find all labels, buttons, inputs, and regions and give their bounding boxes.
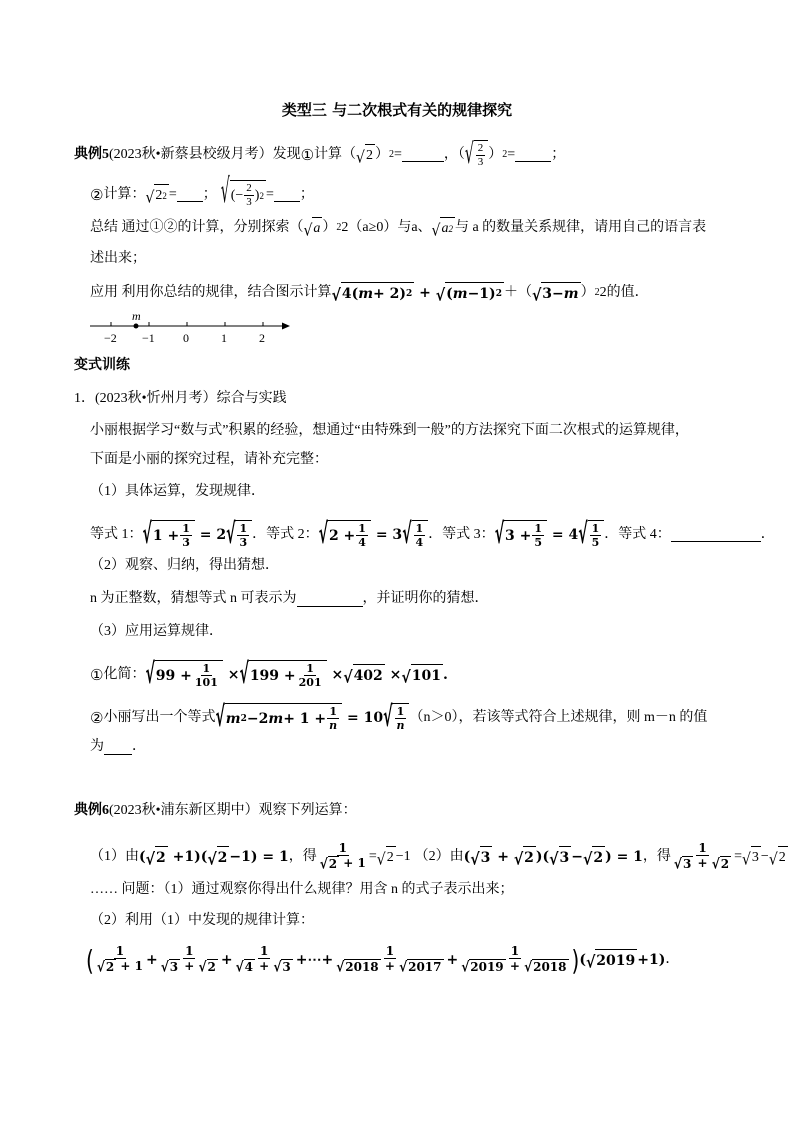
xiaoli-text: 为	[90, 739, 104, 754]
sqrt-2-3: √ $\frac{2}{3}$	[465, 140, 488, 169]
ex5-text: =	[265, 186, 274, 202]
xiaoli-text: （n＞0），若该等式符合上述规律，则 m－n 的值	[409, 709, 708, 725]
sqrt-1-n: √ $\frac{1}{n}$	[383, 703, 409, 732]
ex6-question: …… 问题：（1）通过观察你得出什么规律？用含 n 的式子表示出来；	[90, 882, 514, 897]
q1-title: 1．(2023秋•忻州月考）综合与实践	[74, 391, 287, 406]
ex5-text: ）	[580, 285, 595, 300]
ex5-text: 2（a≥0）与a、	[341, 220, 432, 235]
ex6-heading: 典例6	[74, 803, 109, 818]
answer-blank[interactable]	[671, 527, 761, 542]
sqrt-99: √ 99 + $\frac{1}{101}$	[145, 660, 222, 689]
ex6-step2: （2）利用（1）中发现的规律计算：	[90, 913, 314, 928]
simplify-line: ① 化简： √ 99 + $\frac{1}{101}$ × √ 199 + $\frac{1}{201}$ × √ 402 × √ 101 .	[90, 659, 448, 691]
sqrt-expr-3: √ 3− m	[532, 282, 581, 304]
sqrt-expr-2: √ ( m −1) 2	[436, 282, 504, 304]
point-m	[134, 324, 139, 329]
ex5-text: ；	[299, 186, 314, 202]
ex5-text: ；	[551, 146, 566, 162]
eq2-lhs: √ 2 + $\frac{1}{4}$	[319, 520, 371, 549]
guess-text: n 为正整数，猜想等式 n 可表示为	[90, 591, 297, 606]
ex5-text: ）	[374, 146, 389, 162]
punct: ．	[665, 951, 680, 967]
ex5-text: 发现	[272, 146, 301, 162]
point-label: m	[132, 309, 141, 323]
ex6-text: （2）由	[414, 848, 464, 864]
tick-label: −1	[142, 331, 155, 345]
eq-label: ．等式 4：	[604, 526, 671, 542]
arrow-icon	[282, 323, 290, 330]
ex5-text: ）	[322, 220, 337, 235]
xiaoli-line: ② 小丽写出一个等式 √ m 2 −2 m + 1 + $\frac{1}{n}$ = 10 √ $\frac{1}{n}$ （n＞0），若该等式符合上述规律，则 m－n 的值	[90, 702, 708, 734]
title-text: 类型三 与二次根式有关的规律探究	[281, 101, 513, 119]
ex6-sum: ( 1 √ 2 + 1 + 1 √ 3 + √ 2 + 1 √ 4 + √ 3 +⋯+ 1 √ 2018 + √ 2017 + 1 √ 2019 + √ 2018 ) ( √ 2019 +1) ．	[86, 942, 680, 977]
ex5-line2	[90, 173, 314, 212]
q1-step2: （2）观察、归纳，得出猜想．	[90, 558, 279, 573]
sqrt-199: √ 199 + $\frac{1}{201}$	[239, 660, 326, 689]
guess-line	[90, 589, 489, 609]
ex5-line5: 应用 利用你总结的规律，结合图示计算 √ 4( m + 2) 2 + √ ( m −1) 2 ＋（ √ 3− m ） 2 2的值．	[90, 282, 649, 304]
circle-1-icon: ①	[90, 665, 104, 684]
q1-text: 下面是小丽的探究过程，请补充完整：	[90, 452, 328, 467]
sqrt-neg-2-3-squared: √ (− $\frac{2}{3}$ ) 2	[220, 173, 264, 212]
ex5-line1: 典例5 (2023秋•新蔡县校级月考） 发现 ① 计算（ √ 2 ） 2 = ，（ √ $\frac{2}{3}$ ） 2 = ；	[74, 139, 566, 171]
answer-blank[interactable]	[274, 187, 300, 202]
punct: ．	[760, 526, 775, 542]
page-title	[0, 100, 794, 120]
answer-blank[interactable]	[402, 147, 444, 162]
section-heading: 变式训练	[74, 358, 130, 373]
ex5-text: =	[168, 186, 177, 202]
answer-blank[interactable]	[515, 147, 551, 162]
tick-label: 1	[221, 331, 227, 345]
eq3-lhs: √ 3 + $\frac{1}{5}$	[495, 520, 547, 549]
ex5-text: 计算（	[314, 146, 357, 162]
eq-label: 等式 1：	[90, 526, 143, 542]
ex6-line1	[74, 801, 357, 821]
eq-label: ．等式 2：	[252, 526, 319, 542]
equations-line: 等式 1： √ 1 + $\frac{1}{3}$ = 2 √ $\frac{1}{3}$ ．等式 2： √ 2 + $\frac{1}{4}$ = 3 √ $\frac{1}{4}$ ．等式 3： √ 3 + $\frac{1}{5}$ = 4 √ $\frac{1}{5}$ ．等式 4： ．	[90, 519, 775, 551]
answer-blank[interactable]	[297, 592, 363, 607]
answer-blank[interactable]	[104, 740, 132, 755]
sqrt-2: √ 2	[356, 144, 375, 166]
ex6-text: ，得	[642, 848, 671, 864]
ex5-line4: 述出来；	[90, 251, 146, 266]
ex5-text: 计算：	[103, 186, 146, 202]
guess-text: ，并证明你的猜想．	[362, 591, 489, 606]
eq2-rhs: √ $\frac{1}{4}$	[402, 520, 428, 549]
circle-2-icon: ②	[90, 708, 104, 727]
ex5-text: ）	[488, 146, 503, 162]
circle-2-icon: ②	[90, 185, 104, 204]
number-line	[88, 308, 298, 348]
ex6-text: ，得	[288, 848, 317, 864]
ex5-text: ；	[202, 186, 217, 202]
sqrt-402: √ 402	[343, 664, 385, 686]
tick-label: −2	[104, 331, 117, 345]
ex5-text: ，（	[443, 146, 465, 162]
ex6-source: (2023秋•浦东新区期中）观察下列运算：	[109, 803, 357, 818]
ex6-line2: （1）由 ( √ 2 +1)( √ 2 −1) = 1 ，得 1 √ 2 + 1 = √ 2 −1 （2）由 ( √ 3 + √ 2 )( √ 3 − √ 2 ) = 1 ，得 1 √ 3 + √ 2 = √ 3 − √ 2	[90, 841, 786, 873]
tick-label: 2	[259, 331, 265, 345]
sqrt-101: √ 101	[401, 664, 443, 686]
q1-step3: （3）应用运算规律．	[90, 624, 223, 639]
ex6-text: （1）由	[90, 848, 139, 864]
sqrt-2-squared: √ 2 2	[145, 184, 168, 206]
tick-label: 0	[183, 331, 189, 345]
eq-label: ．等式 3：	[428, 526, 495, 542]
ex5-text: 应用 利用你总结的规律，结合图示计算	[90, 285, 332, 300]
eq1-rhs: √ $\frac{1}{3}$	[226, 520, 252, 549]
q1-text: 小丽根据学习“数与式”积累的经验，想通过“由特殊到一般”的方法探究下面二次根式的运算规律，	[90, 423, 689, 438]
sqrt-a-squared: √ a 2	[432, 217, 455, 239]
ex5-text: 总结 通过①②的计算，分别探索（	[90, 220, 304, 235]
ex5-text: 与 a 的数量关系规律，请用自己的语言表	[454, 220, 707, 235]
simplify-label: 化简：	[103, 666, 146, 682]
eq1-lhs: √ 1 + $\frac{1}{3}$	[143, 520, 195, 549]
punct: ．	[132, 739, 146, 754]
ex5-source: (2023秋•新蔡县校级月考）	[109, 146, 273, 162]
answer-blank[interactable]	[177, 187, 203, 202]
sqrt-a: √ a	[304, 217, 323, 239]
ex5-text: 2的值．	[599, 285, 649, 300]
sqrt-m-expr: √ m 2 −2 m + 1 + $\frac{1}{n}$	[215, 703, 342, 732]
eq3-rhs: √ $\frac{1}{5}$	[578, 520, 604, 549]
q1-step1: （1）具体运算，发现规律．	[90, 484, 265, 499]
sqrt-expr-1: √ 4( m + 2) 2	[332, 282, 415, 304]
ex5-text: ＋（	[503, 285, 532, 300]
xiaoli-text: 小丽写出一个等式	[103, 709, 216, 725]
ex5-heading: 典例5	[74, 146, 109, 162]
ex5-line3: 总结 通过①②的计算，分别探索（ √ a ） 2 2（a≥0）与a、 √ a 2 与 a 的数量关系规律，请用自己的语言表	[90, 217, 706, 239]
xiaoli-answer	[90, 737, 146, 757]
circle-1-icon: ①	[300, 145, 315, 164]
